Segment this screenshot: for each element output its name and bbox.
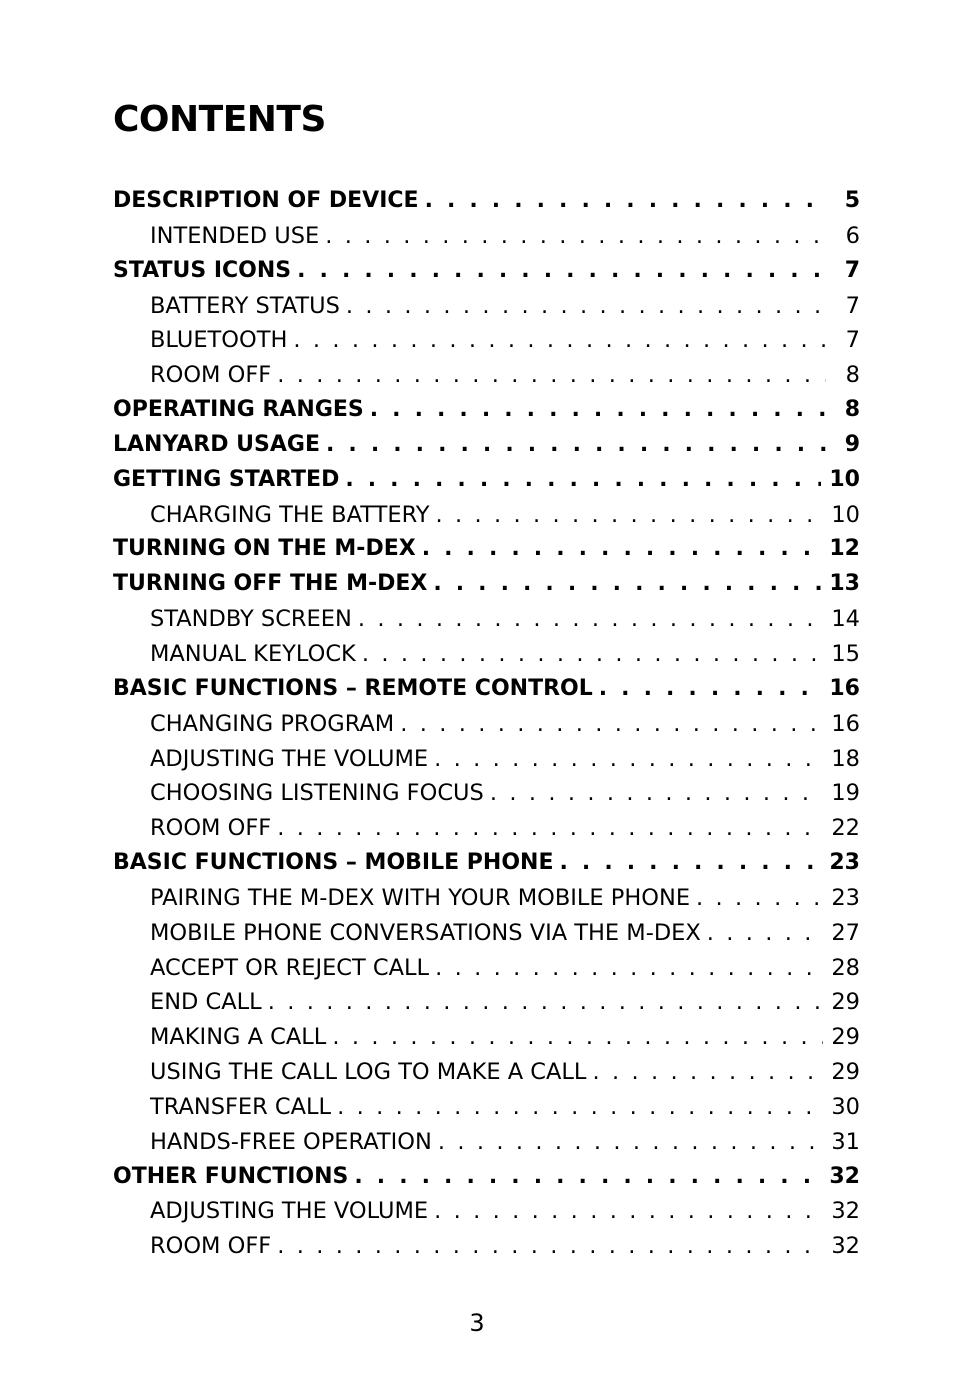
toc-dot-leader xyxy=(325,219,826,254)
toc-entry-page: 29 xyxy=(831,989,860,1016)
table-of-contents xyxy=(113,184,860,1264)
toc-dot-leader xyxy=(433,567,821,602)
toc-entry-page: 8 xyxy=(844,397,860,423)
toc-section-entry xyxy=(113,184,860,219)
toc-section-entry xyxy=(113,532,860,567)
toc-section-entry xyxy=(113,567,860,602)
toc-dot-leader xyxy=(434,742,823,777)
toc-subsection-entry xyxy=(113,776,860,811)
toc-entry-title: ACCEPT OR REJECT CALL xyxy=(150,954,430,981)
toc-section-entry xyxy=(113,846,860,881)
toc-entry-title: END CALL xyxy=(150,989,262,1016)
toc-entry-page: 18 xyxy=(831,745,860,772)
toc-entry-title: BATTERY STATUS xyxy=(150,292,340,319)
toc-section-entry xyxy=(113,428,860,463)
toc-subsection-entry xyxy=(113,602,860,637)
toc-entry-page: 16 xyxy=(831,710,860,737)
toc-entry-title: STATUS ICONS xyxy=(113,257,292,283)
toc-entry-page: 8 xyxy=(845,362,860,389)
toc-entry-title: OTHER FUNCTIONS xyxy=(113,1163,349,1189)
toc-entry-title: MAKING A CALL xyxy=(150,1024,327,1051)
toc-dot-leader xyxy=(436,498,824,533)
toc-entry-title: BLUETOOTH xyxy=(150,327,288,354)
toc-entry-title: ROOM OFF xyxy=(150,1233,272,1260)
toc-entry-page: 7 xyxy=(845,327,860,354)
toc-entry-title: OPERATING RANGES xyxy=(113,397,364,423)
toc-entry-page: 6 xyxy=(845,222,860,249)
toc-dot-leader xyxy=(277,1229,823,1264)
page-title: CONTENTS xyxy=(113,99,326,140)
toc-dot-leader xyxy=(434,1194,823,1229)
toc-entry-title: ROOM OFF xyxy=(150,362,272,389)
toc-entry-page: 9 xyxy=(844,431,860,457)
toc-entry-page: 22 xyxy=(831,815,860,842)
toc-entry-title: BASIC FUNCTIONS – REMOTE CONTROL xyxy=(113,675,593,701)
toc-dot-leader xyxy=(354,1160,821,1195)
toc-dot-leader xyxy=(370,393,826,428)
toc-entry-page: 30 xyxy=(831,1093,860,1120)
toc-dot-leader xyxy=(293,323,826,358)
toc-dot-leader xyxy=(422,532,822,567)
toc-entry-page: 10 xyxy=(831,501,860,528)
toc-entry-page: 19 xyxy=(831,780,860,807)
toc-entry-page: 32 xyxy=(831,1233,860,1260)
toc-subsection-entry xyxy=(113,707,860,742)
toc-entry-page: 14 xyxy=(831,606,860,633)
toc-subsection-entry xyxy=(113,1125,860,1160)
toc-dot-leader xyxy=(268,985,824,1020)
toc-entry-title: MOBILE PHONE CONVERSATIONS VIA THE M-DEX xyxy=(150,919,701,946)
toc-subsection-entry xyxy=(113,323,860,358)
toc-entry-page: 7 xyxy=(844,257,860,283)
toc-dot-leader xyxy=(696,881,823,916)
toc-entry-title: GETTING STARTED xyxy=(113,466,340,492)
toc-entry-title: TURNING ON THE M-DEX xyxy=(113,536,416,562)
toc-entry-title: HANDS-FREE OPERATION xyxy=(150,1128,432,1155)
toc-subsection-entry xyxy=(113,1090,860,1125)
toc-entry-page: 29 xyxy=(831,1024,860,1051)
toc-subsection-entry xyxy=(113,1055,860,1090)
toc-dot-leader xyxy=(400,707,823,742)
toc-entry-title: MANUAL KEYLOCK xyxy=(150,640,356,667)
toc-entry-title: TRANSFER CALL xyxy=(150,1093,332,1120)
toc-entry-title: BASIC FUNCTIONS – MOBILE PHONE xyxy=(113,850,554,876)
toc-entry-title: DESCRIPTION OF DEVICE xyxy=(113,188,419,213)
toc-dot-leader xyxy=(277,358,826,393)
toc-dot-leader xyxy=(358,602,824,637)
toc-entry-page: 29 xyxy=(831,1059,860,1086)
toc-dot-leader xyxy=(599,672,822,707)
toc-subsection-entry xyxy=(113,1020,860,1055)
toc-dot-leader xyxy=(337,1090,823,1125)
toc-section-entry xyxy=(113,393,860,428)
toc-entry-page: 32 xyxy=(829,1163,860,1189)
toc-entry-page: 23 xyxy=(829,850,860,876)
toc-subsection-entry xyxy=(113,1229,860,1264)
toc-entry-title: CHOOSING LISTENING FOCUS xyxy=(150,780,484,807)
toc-dot-leader xyxy=(297,254,826,289)
toc-entry-page: 5 xyxy=(844,188,860,213)
toc-subsection-entry xyxy=(113,951,860,986)
toc-entry-page: 10 xyxy=(829,466,860,492)
toc-dot-leader xyxy=(438,1125,824,1160)
toc-subsection-entry xyxy=(113,811,860,846)
toc-section-entry xyxy=(113,1160,860,1195)
toc-section-entry xyxy=(113,672,860,707)
toc-entry-page: 12 xyxy=(829,536,860,562)
toc-entry-page: 31 xyxy=(831,1128,860,1155)
toc-entry-page: 32 xyxy=(831,1198,860,1225)
toc-entry-title: ADJUSTING THE VOLUME xyxy=(150,1198,429,1225)
toc-entry-page: 28 xyxy=(831,954,860,981)
toc-dot-leader xyxy=(435,951,823,986)
toc-subsection-entry xyxy=(113,916,860,951)
toc-dot-leader xyxy=(559,846,821,881)
toc-subsection-entry xyxy=(113,358,860,393)
toc-dot-leader xyxy=(490,776,824,811)
toc-entry-page: 27 xyxy=(831,919,860,946)
toc-section-entry xyxy=(113,463,860,498)
toc-entry-title: USING THE CALL LOG TO MAKE A CALL xyxy=(150,1059,587,1086)
toc-subsection-entry xyxy=(113,881,860,916)
toc-entry-title: INTENDED USE xyxy=(150,222,320,249)
toc-entry-title: PAIRING THE M-DEX WITH YOUR MOBILE PHONE xyxy=(150,884,691,911)
toc-dot-leader xyxy=(332,1020,823,1055)
toc-dot-leader xyxy=(425,184,826,219)
toc-dot-leader xyxy=(362,637,824,672)
toc-entry-title: STANDBY SCREEN xyxy=(150,606,352,633)
toc-subsection-entry xyxy=(113,742,860,777)
toc-dot-leader xyxy=(277,811,823,846)
toc-subsection-entry xyxy=(113,498,860,533)
toc-dot-leader xyxy=(326,428,826,463)
toc-dot-leader xyxy=(707,916,824,951)
toc-subsection-entry xyxy=(113,985,860,1020)
toc-dot-leader xyxy=(345,463,821,498)
toc-entry-page: 7 xyxy=(845,292,860,319)
toc-entry-title: CHARGING THE BATTERY xyxy=(150,501,430,528)
page-number: 3 xyxy=(469,1309,485,1337)
toc-subsection-entry xyxy=(113,1194,860,1229)
toc-entry-page: 16 xyxy=(829,675,860,701)
toc-entry-title: ROOM OFF xyxy=(150,815,272,842)
toc-entry-page: 15 xyxy=(831,640,860,667)
toc-entry-title: ADJUSTING THE VOLUME xyxy=(150,745,429,772)
toc-entry-title: TURNING OFF THE M-DEX xyxy=(113,571,428,597)
toc-dot-leader xyxy=(346,289,826,324)
toc-entry-title: CHANGING PROGRAM xyxy=(150,710,395,737)
toc-entry-page: 13 xyxy=(829,571,860,597)
toc-entry-title: LANYARD USAGE xyxy=(113,431,320,457)
toc-entry-page: 23 xyxy=(831,884,860,911)
toc-subsection-entry xyxy=(113,289,860,324)
toc-dot-leader xyxy=(592,1055,823,1090)
toc-subsection-entry xyxy=(113,637,860,672)
toc-section-entry xyxy=(113,254,860,289)
toc-subsection-entry xyxy=(113,219,860,254)
